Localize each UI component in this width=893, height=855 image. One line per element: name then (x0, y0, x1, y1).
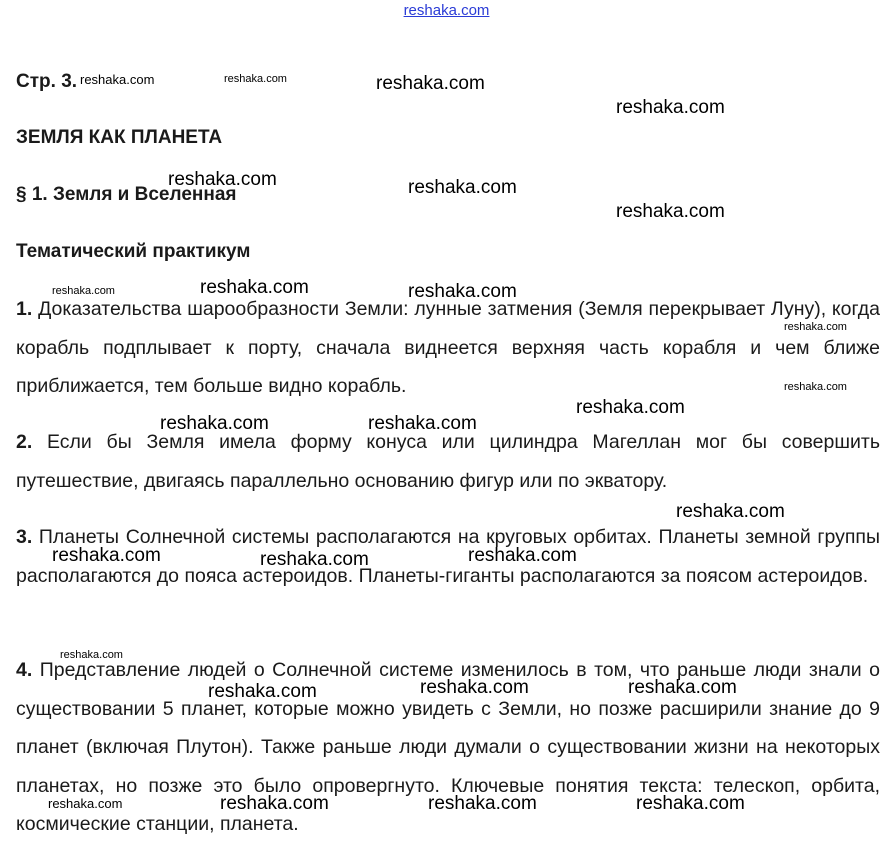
watermark: reshaka.com (784, 321, 847, 333)
watermark: reshaka.com (260, 549, 369, 570)
answer-text: Доказательства шарообразности Земли: лунные затмения (Земля перекрывает Луну), когда корабль подплывает к порту, сначала виднеется верхняя часть корабля и чем ближе приближается, тем больше видно корабль. (16, 298, 880, 398)
watermark: reshaka.com (52, 545, 161, 566)
watermark: reshaka.com (220, 793, 329, 814)
watermark: reshaka.com (420, 677, 529, 698)
answer-text: Планеты Солнечной системы располагаются на круговых орбитах. Планеты земной группы располагаются до пояса астероидов. Планеты-гиганты располагаются за поясом астероидов. (16, 526, 880, 587)
watermark: reshaka.com (676, 501, 785, 522)
watermark: reshaka.com (160, 413, 269, 434)
watermark: reshaka.com (784, 381, 847, 393)
watermark: reshaka.com (408, 177, 517, 198)
answer-text: Представление людей о Солнечной системе изменилось в том, что раньше люди знали о существовании 5 планет, которые можно увидеть с Земли, но позже расширили знание до 9 планет (включая Плутон). Также раньше люди думали о существовании жизни на некоторых планетах, но позже это было опровергнуто. Ключевые понятия текста: телескоп, орбита, космические станции, планета. (16, 659, 880, 836)
practicum-title: Тематический практикум (16, 241, 251, 262)
watermark: reshaka.com (60, 649, 123, 661)
page-label: Стр. 3. (16, 71, 78, 92)
answer-1 (16, 290, 880, 406)
answer-text: Если бы Земля имела форму конуса или цилиндра Магеллан мог бы совершить путешествие, двигаясь параллельно основанию фигур или по экватору. (16, 431, 880, 492)
watermark: reshaka.com (208, 681, 317, 702)
watermark: reshaka.com (48, 796, 123, 811)
watermark: reshaka.com (616, 97, 725, 118)
watermark: reshaka.com (80, 72, 155, 87)
answer-number: 4. (16, 659, 33, 681)
watermark: reshaka.com (628, 677, 737, 698)
watermark: reshaka.com (168, 169, 277, 190)
watermark: reshaka.com (576, 397, 685, 418)
watermark: reshaka.com (636, 793, 745, 814)
section-title: § 1. Земля и Вселенная (16, 184, 237, 205)
watermark: reshaka.com (428, 793, 537, 814)
answer-number: 1. (16, 298, 33, 320)
chapter-title: ЗЕМЛЯ КАК ПЛАНЕТА (16, 127, 223, 148)
watermark: reshaka.com (368, 413, 477, 434)
site-link[interactable]: reshaka.com (403, 2, 490, 19)
answer-number: 3. (16, 526, 33, 548)
watermark: reshaka.com (224, 73, 287, 85)
watermark: reshaka.com (616, 201, 725, 222)
watermark: reshaka.com (200, 277, 309, 298)
watermark: reshaka.com (376, 73, 485, 94)
watermark: reshaka.com (52, 285, 115, 297)
watermark: reshaka.com (468, 545, 577, 566)
watermark: reshaka.com (408, 281, 517, 302)
answer-number: 2. (16, 431, 33, 453)
